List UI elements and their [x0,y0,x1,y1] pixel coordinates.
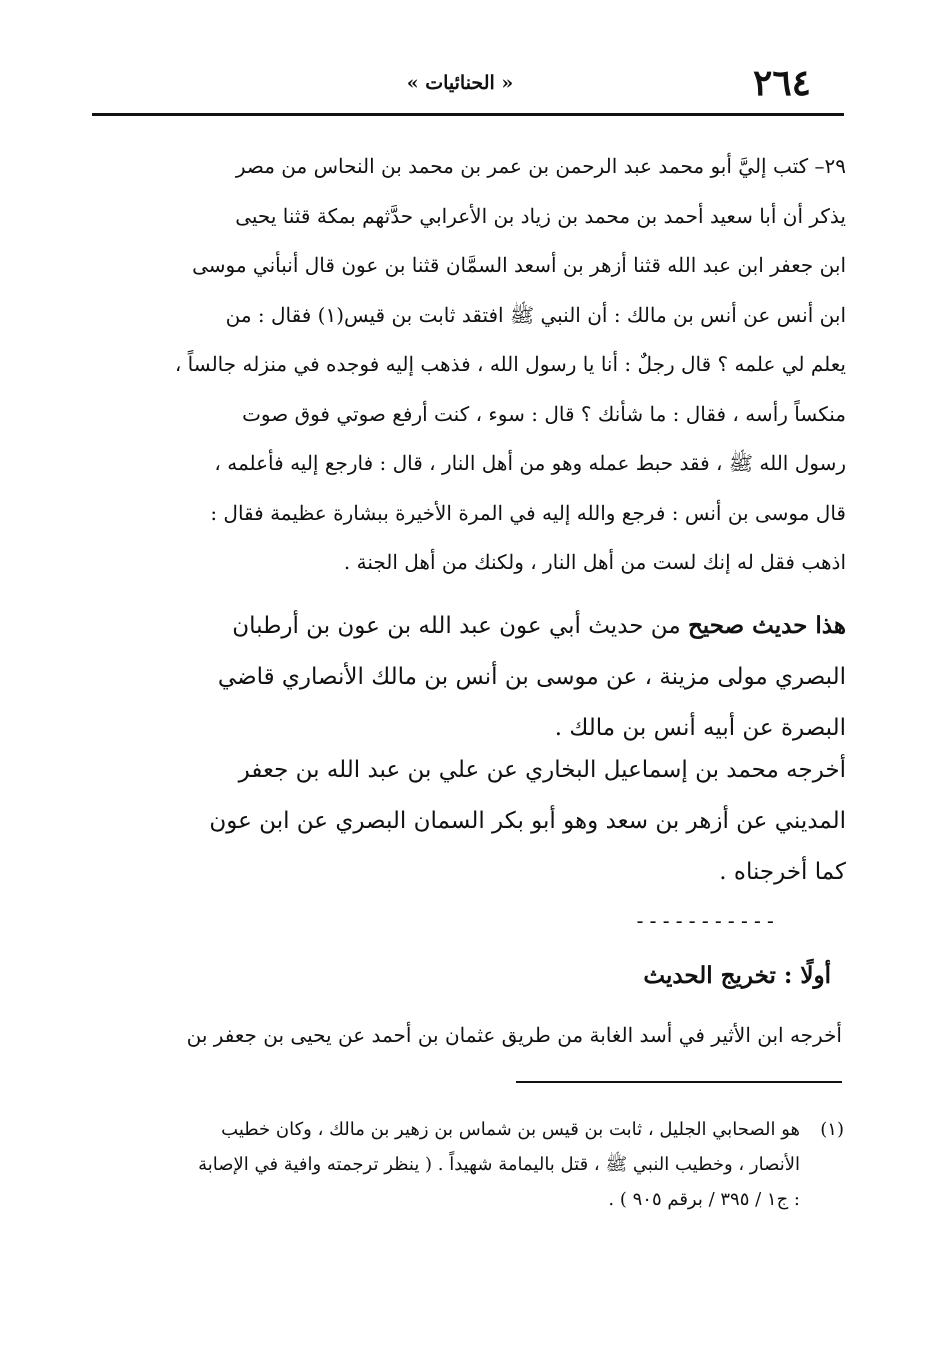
hadith-line: ٢٩– كتب إليَّ أبو محمد عبد الرحمن بن عمر بن محمد بن النحاس من مصر [235,154,846,178]
header-divider [92,113,844,116]
footnote-line: : ج١ / ٣٩٥ / برقم ٩٠٥ ) . [608,1189,800,1210]
grading-line-rest: من حديث أبي عون عبد الله بن عون بن أرطبان [232,613,688,639]
footnote-line: الأنصار ، وخطيب النبي ﷺ ، قتل باليمامة شهيداً . ( ينظر ترجمته وافية في الإصابة [198,1154,800,1175]
footnote-marker: (١) [820,1119,844,1140]
hadith-line: يذكر أن أبا سعيد أحمد بن محمد بن زياد بن الأعرابي حدَّثهم بمكة قثنا يحيى [235,203,846,228]
hadith-grading [96,600,846,754]
footnote-line: هو الصحابي الجليل ، ثابت بن قيس بن شماس بن زهير بن مالك ، وكان خطيب [221,1119,800,1140]
grading-line: البصرة عن أبيه أنس بن مالك . [554,715,846,741]
hadith-line: رسول الله ﷺ ، فقد حبط عمله وهو من أهل النار ، قال : فارجع إليه فأعلمه ، [214,451,846,475]
hadith-line: ابن أنس عن أنس بن مالك : أن النبي ﷺ افتقد ثابت بن قيس(١) فقال : من [225,302,846,327]
dashed-separator: ----------- [634,909,778,933]
section-heading: أولًا : تخريج الحديث [643,962,831,989]
bukhari-line: المديني عن أزهر بن سعد وهو أبو بكر السمان البصري عن ابن عون [209,808,846,834]
hadith-line: منكساً رأسه ، فقال : ما شأنك ؟ قال : سوء ، كنت أرفع صوتي فوق صوت [242,401,846,426]
bukhari-line: أخرجه محمد بن إسماعيل البخاري عن علي بن عبد الله بن جعفر [238,757,846,783]
footnote-body [106,1112,800,1217]
hadith-line: يعلم لي علمه ؟ قال رجلٌ : أنا يا رسول الله ، فذهب إليه فوجده في منزله جالساً ، [174,352,846,376]
hadith-line: قال موسى بن أنس : فرجع والله إليه في المرة الأخيرة ببشارة عظيمة فقال : [210,500,846,525]
hadith-line: ابن جعفر ابن عبد الله قثنا أزهر بن أسعد السمَّان قثنا بن عون قال أنبأني موسى [192,253,846,277]
footnote [106,1112,844,1217]
bukhari-line: كما أخرجناه . [719,859,846,885]
running-title: « الحنائيات » [406,72,514,94]
hadith-line: اذهب فقل له إنك لست من أهل النار ، ولكنك من أهل الجنة . [343,550,846,574]
bukhari-note [96,745,846,898]
hadith-text [90,142,846,588]
section-text: أخرجه ابن الأثير في أسد الغابة من طريق عثمان بن أحمد عن يحيى بن جعفر بن [186,1023,842,1047]
grading-lead: هذا حديث صحيح [687,612,846,639]
grading-line: البصري مولى مزينة ، عن موسى بن أنس بن مالك الأنصاري قاضي [217,664,846,690]
grading-line [96,600,846,652]
page-number: ٢٦٤ [752,62,811,104]
footnote-divider [516,1081,842,1083]
